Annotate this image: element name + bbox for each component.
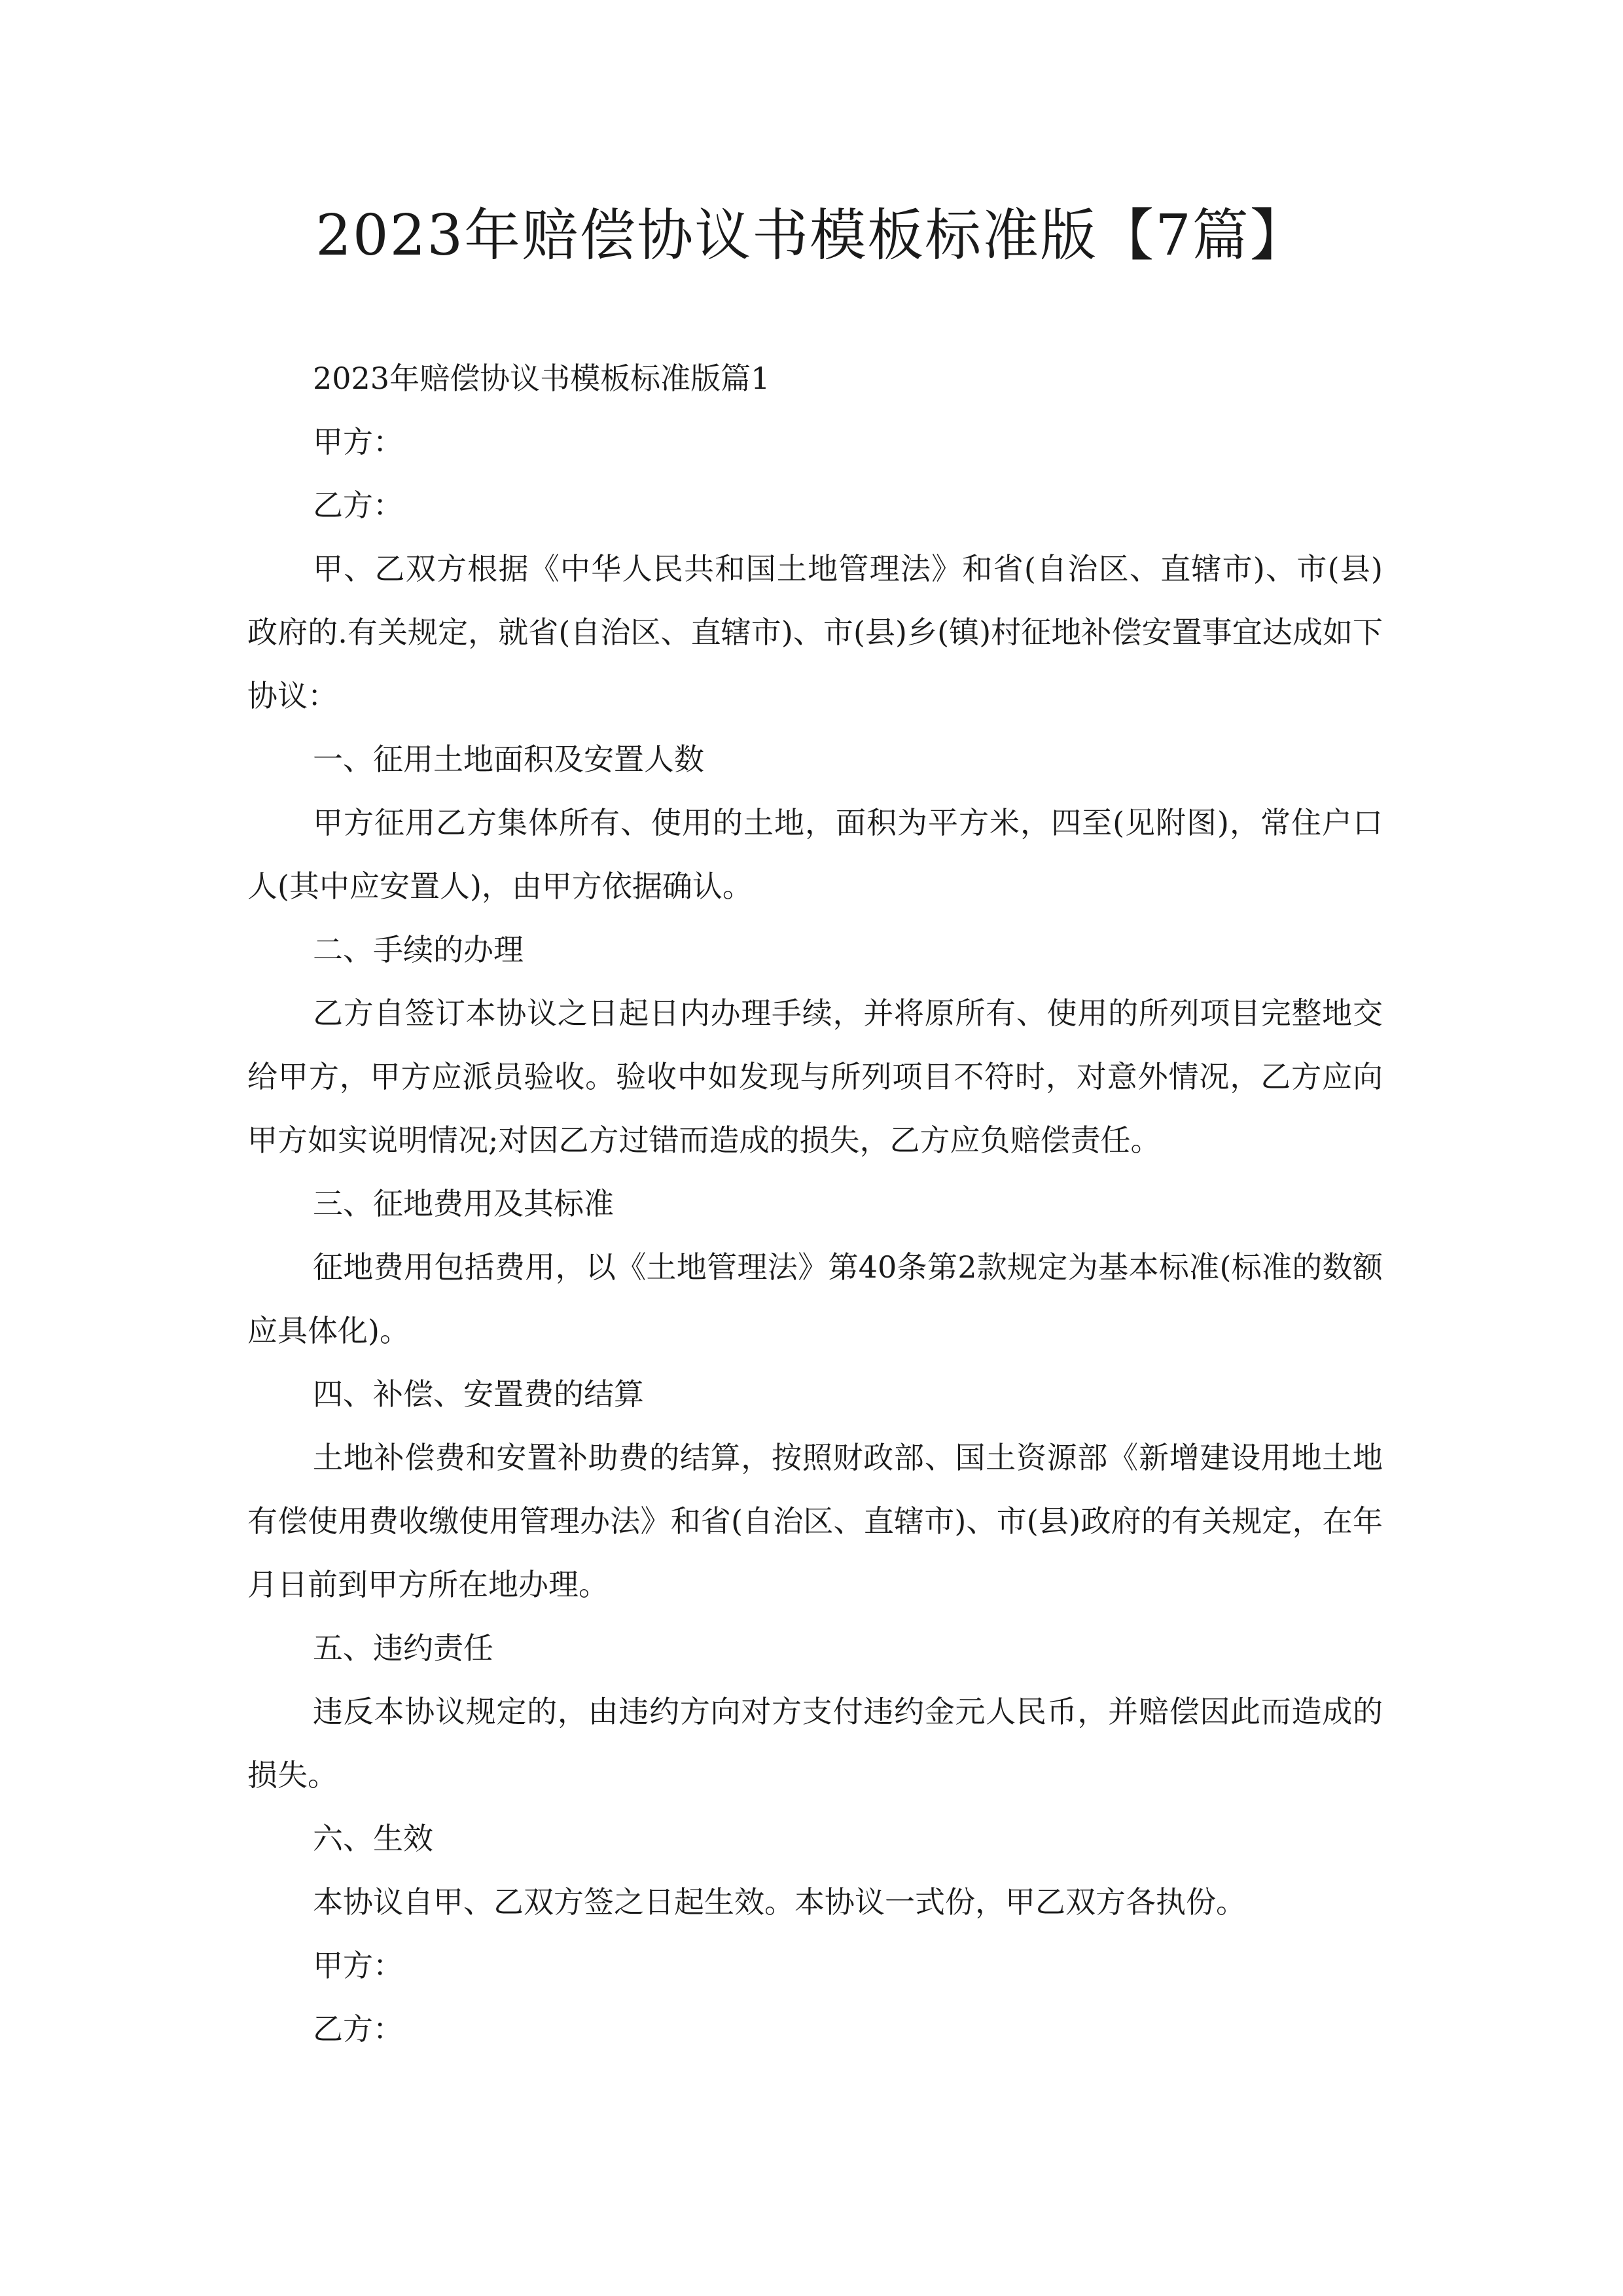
document-body: [247, 347, 1383, 2061]
clause-heading: 一、征用土地面积及安置人数: [313, 742, 704, 777]
section-heading: 2023年赔偿协议书模板标准版篇1: [313, 361, 770, 396]
party-b-label: 乙方：: [313, 488, 403, 523]
signature-party-a: 甲方：: [313, 1948, 403, 1983]
intro-paragraph: 甲、乙双方根据《中华人民共和国土地管理法》和省(自治区、直辖市)、市(县)政府的.有关规定，就省(自治区、直辖市)、市(县)乡(镇)村征地补偿安置事宜达成如下协议：: [247, 551, 1383, 713]
party-a-label: 甲方：: [313, 424, 403, 459]
clause-paragraph: 甲方征用乙方集体所有、使用的土地，面积为平方米，四至(见附图)，常住户口人(其中应安置人)，由甲方依据确认。: [247, 805, 1383, 904]
clause-heading: 五、违约责任: [313, 1630, 493, 1666]
clause-paragraph: 土地补偿费和安置补助费的结算，按照财政部、国土资源部《新增建设用地土地有偿使用费收缴使用管理办法》和省(自治区、直辖市)、市(县)政府的有关规定，在年月日前到甲方所在地办理。: [247, 1440, 1383, 1602]
clause-paragraph: 本协议自甲、乙双方签之日起生效。本协议一式份，甲乙双方各执份。: [313, 1884, 1246, 1920]
clause-paragraph: 违反本协议规定的，由违约方向对方支付违约金元人民币，并赔偿因此而造成的损失。: [247, 1694, 1383, 1793]
clause-heading: 三、征地费用及其标准: [313, 1186, 614, 1221]
signature-party-b: 乙方：: [313, 2011, 403, 2047]
clause-heading: 四、补偿、安置费的结算: [313, 1376, 644, 1412]
clause-paragraph: 乙方自签订本协议之日起日内办理手续，并将原所有、使用的所列项目完整地交给甲方，甲方应派员验收。验收中如发现与所列项目不符时，对意外情况，乙方应向甲方如实说明情况;对因乙方过错而造成的损失，乙方应负赔偿责任。: [247, 996, 1383, 1158]
document-title: 2023年赔偿协议书模板标准版【7篇】: [315, 203, 1308, 268]
clause-heading: 六、生效: [313, 1821, 433, 1856]
clause-heading: 二、手续的办理: [313, 932, 524, 967]
clause-paragraph: 征地费用包括费用，以《土地管理法》第40条第2款规定为基本标准(标准的数额应具体化)。: [247, 1249, 1383, 1348]
